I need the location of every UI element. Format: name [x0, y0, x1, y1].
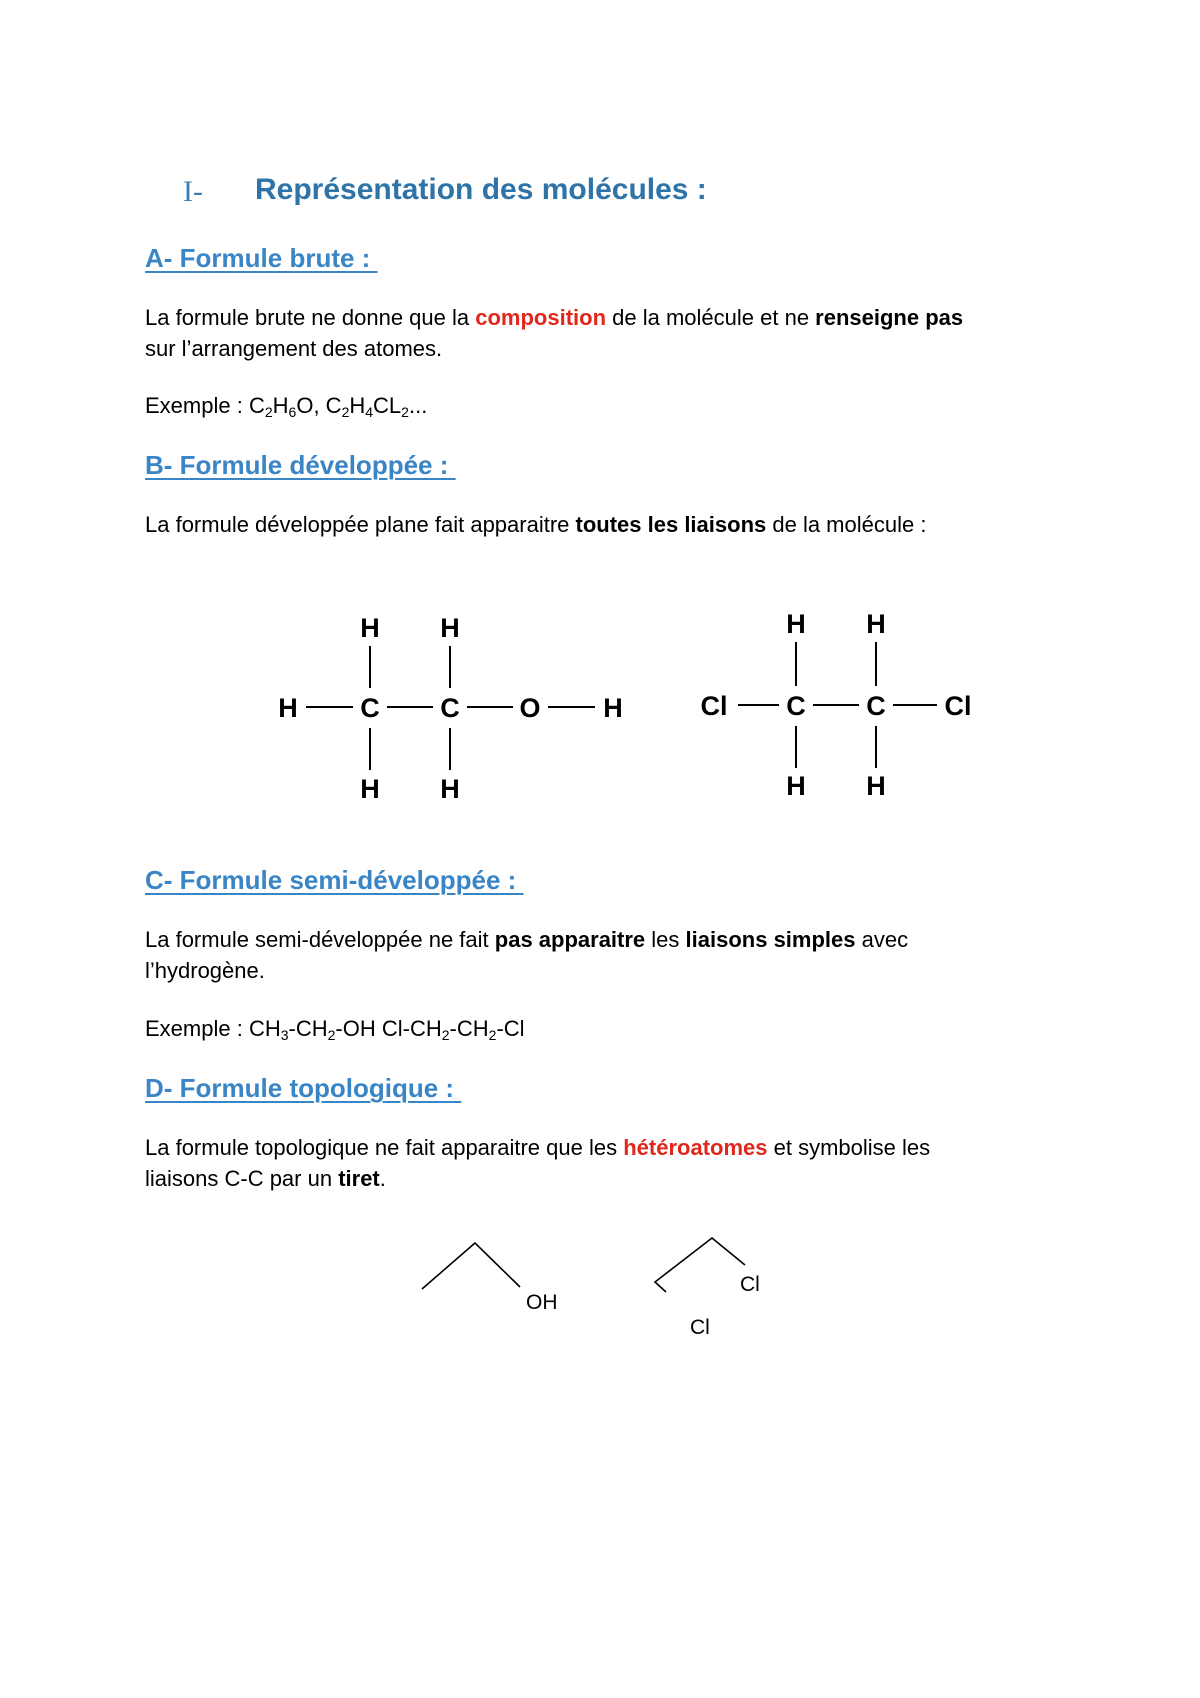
ellipsis: ... — [408, 393, 428, 418]
heading-formule-brute: A- Formule brute : — [145, 243, 378, 273]
subscript: 2 — [441, 1027, 450, 1043]
subscript: 2 — [341, 404, 350, 420]
bond-line — [422, 1243, 520, 1289]
text: de la molécule et ne — [606, 305, 816, 330]
formula-part: C — [325, 393, 342, 418]
atom-h: H — [603, 693, 623, 723]
formula-part: -CH — [288, 1016, 328, 1041]
section-number: I- — [183, 175, 203, 208]
atom-h: H — [440, 774, 460, 804]
atom-h: H — [786, 771, 806, 801]
atom-h: H — [866, 771, 886, 801]
atom-c: C — [360, 693, 380, 723]
formula-part: C — [248, 393, 265, 418]
paragraph-formule-brute — [145, 302, 1085, 364]
heading-formule-developpee: B- Formule développée : — [145, 450, 456, 480]
text: La formule brute ne donne que la — [145, 305, 476, 330]
text: . — [379, 1166, 386, 1191]
atom-c: C — [440, 693, 460, 723]
subscript: 2 — [401, 404, 409, 420]
structural-formula-dichloroethane — [690, 600, 990, 810]
atom-cl: Cl — [700, 691, 728, 721]
text: liaisons C-C par un — [145, 1166, 339, 1191]
subscript: 4 — [365, 404, 374, 420]
topological-formula-ethanol — [420, 1235, 570, 1325]
text: et symbolise les — [767, 1135, 931, 1160]
text: l’hydrogène. — [145, 958, 265, 983]
atom-h: H — [786, 609, 806, 639]
paragraph-formule-topologique — [145, 1132, 1105, 1194]
atom-h: H — [278, 693, 298, 723]
example-label: Exemple : — [145, 1016, 249, 1041]
atom-h: H — [440, 613, 460, 643]
atom-h: H — [866, 609, 886, 639]
example-formule-brute — [145, 390, 427, 421]
example-label: Exemple : — [145, 393, 249, 418]
subscript: 6 — [288, 404, 297, 420]
atom-cl: Cl — [944, 691, 972, 721]
label-cl: Cl — [690, 1316, 710, 1339]
text: sur l’arrangement des atomes. — [145, 336, 443, 361]
formula-part: O — [296, 393, 314, 418]
bold-text: tiret — [338, 1166, 380, 1191]
atom-h: H — [360, 613, 380, 643]
label-oh: OH — [526, 1291, 558, 1314]
formula-part: -OH Cl-CH — [335, 1016, 442, 1041]
structural-formula-ethanol — [260, 600, 640, 810]
paragraph-formule-developpee — [145, 509, 926, 540]
paragraph-formule-semi-developpee — [145, 924, 1105, 986]
bold-text: toutes les liaisons — [575, 512, 767, 537]
label-cl: Cl — [740, 1273, 760, 1296]
topological-formula-dichloroethane — [650, 1230, 780, 1345]
formula-part: CH — [248, 1016, 281, 1041]
formula-part: H — [349, 393, 366, 418]
bond-line — [655, 1238, 745, 1292]
page-title: Représentation des molécules : — [255, 173, 707, 206]
highlight-heteroatomes: hétéroatomes — [623, 1135, 768, 1160]
bold-text: renseigne pas — [815, 305, 964, 330]
subscript: 3 — [280, 1027, 289, 1043]
atom-c: C — [866, 691, 886, 721]
example-formule-semi-developpee — [145, 1013, 525, 1044]
atom-c: C — [786, 691, 806, 721]
atom-o: O — [519, 693, 541, 723]
subscript: 2 — [264, 404, 273, 420]
formula-part: -CH — [449, 1016, 489, 1041]
bold-text: liaisons simples — [685, 927, 856, 952]
bold-text: pas apparaitre — [494, 927, 646, 952]
text: de la molécule : — [766, 512, 927, 537]
formula-part: CL — [373, 393, 402, 418]
atom-h: H — [360, 774, 380, 804]
text: La formule semi-développée ne fait — [145, 927, 495, 952]
heading-formule-semi-developpee: C- Formule semi-développée : — [145, 865, 524, 895]
text: La formule développée plane fait apparaitre — [145, 512, 576, 537]
text: La formule topologique ne fait apparaitre que les — [145, 1135, 624, 1160]
highlight-composition: composition — [475, 305, 607, 330]
subscript: 2 — [488, 1027, 497, 1043]
heading-formule-topologique: D- Formule topologique : — [145, 1073, 462, 1103]
text: les — [645, 927, 686, 952]
formula-part: H — [272, 393, 289, 418]
text: avec — [855, 927, 909, 952]
separator: , — [313, 393, 326, 418]
formula-part: -Cl — [496, 1016, 525, 1041]
subscript: 2 — [327, 1027, 336, 1043]
